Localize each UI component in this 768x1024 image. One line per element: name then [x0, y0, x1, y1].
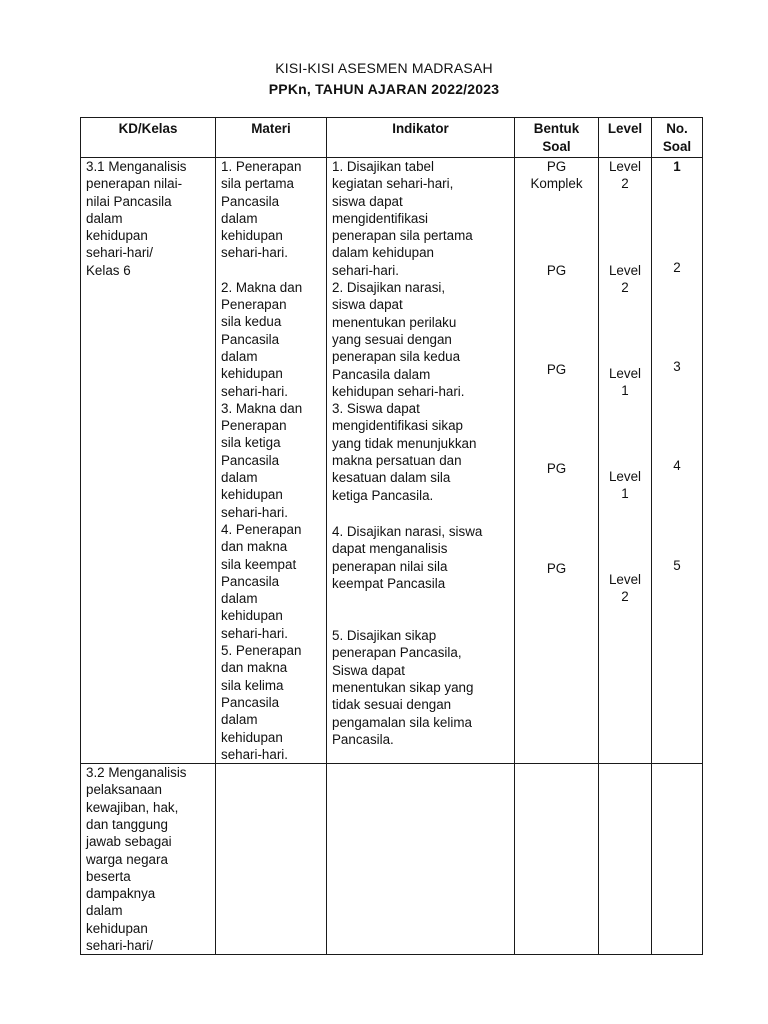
header-kd: KD/Kelas: [81, 118, 216, 158]
bentuk-soal-value: PG: [546, 461, 567, 476]
no-soal-cell: [652, 158, 703, 764]
no-soal-value: 1: [673, 159, 681, 174]
kd-cell: [81, 158, 216, 764]
indikator-item: 3. Siswa dapat mengidentifikasi sikap yang tidak menunjukkan makna persatuan dan kesatuan dalam sila ketiga Pancasila.: [332, 401, 477, 503]
no-soal-cell: [652, 764, 703, 955]
materi-item: 2. Makna dan Penerapan sila kedua Pancasila dalam kehidupan sehari-hari.: [221, 279, 303, 399]
indikator-item: 2. Disajikan narasi, siswa dapat menentukan perilaku yang sesuai dengan penerapan sila kedua Pancasila dalam kehidupan sehari-hari.: [332, 280, 465, 399]
level-value: Level 1: [608, 366, 641, 399]
kisi-kisi-table: [80, 117, 703, 955]
no-soal-value: 5: [673, 558, 681, 573]
header-bentuk-soal: Bentuk Soal: [515, 118, 599, 158]
kd-text: 3.1 Menganalisis penerapan nilai- nilai Pancasila dalam kehidupan sehari-hari/ Kelas 6: [86, 159, 187, 278]
materi-item: 5. Penerapan dan makna sila kelima Pancasila dalam kehidupan sehari-hari.: [221, 643, 302, 762]
header-level: Level: [599, 118, 652, 158]
no-soal-value: 3: [673, 359, 681, 374]
level-cell: [599, 764, 652, 955]
table-row: [81, 764, 703, 955]
indikator-item: 4. Disajikan narasi, siswa dapat menganalisis penerapan nilai sila keempat Pancasila: [332, 523, 483, 591]
indikator-cell: [327, 764, 515, 955]
bentuk-soal-value: PG: [546, 561, 567, 576]
materi-cell: [216, 158, 327, 764]
level-value: Level 2: [608, 159, 641, 192]
table-row: [81, 158, 703, 764]
level-value: Level 2: [608, 263, 641, 296]
bentuk-soal-value: PG: [546, 263, 567, 278]
no-soal-value: 4: [673, 458, 681, 473]
document-title: KISI-KISI ASESMEN MADRASAH: [275, 60, 493, 76]
kd-cell: [81, 764, 216, 955]
bentuk-soal-value: PG: [546, 362, 567, 377]
no-soal-value: 2: [673, 260, 681, 275]
indikator-item: 5. Disajikan sikap penerapan Pancasila, Siswa dapat menentukan sikap yang tidak sesuai dengan pengamalan sila kelima Pancasila.: [332, 628, 474, 747]
header-indikator: Indikator: [327, 118, 515, 158]
level-value: Level 2: [608, 572, 641, 605]
kd-text: 3.2 Menganalisis pelaksanaan kewajiban, hak, dan tanggung jawab sebagai warga negara beserta dampaknya dalam kehidupan sehari-hari/: [86, 765, 187, 954]
table-header-row: [81, 118, 703, 158]
indikator-cell: [327, 158, 515, 764]
materi-item: 3. Makna dan Penerapan sila ketiga Pancasila dalam kehidupan sehari-hari.: [221, 400, 303, 520]
materi-item: 4. Penerapan dan makna sila keempat Pancasila dalam kehidupan sehari-hari.: [221, 521, 302, 641]
header-materi: Materi: [216, 118, 327, 158]
bentuk-soal-cell: [515, 764, 599, 955]
document-subtitle: PPKn, TAHUN AJARAN 2022/2023: [268, 81, 500, 97]
level-cell: [599, 158, 652, 764]
materi-item: 1. Penerapan sila pertama Pancasila dalam kehidupan sehari-hari.: [221, 159, 302, 261]
header-no-soal: No. Soal: [652, 118, 703, 158]
bentuk-soal-cell: [515, 158, 599, 764]
indikator-item: 1. Disajikan tabel kegiatan sehari-hari, siswa dapat mengidentifikasi penerapan sila pertama dalam kehidupan sehari-hari.: [332, 159, 473, 278]
level-value: Level 1: [608, 469, 641, 502]
materi-cell: [216, 764, 327, 955]
bentuk-soal-value: PG Komplek: [530, 159, 583, 192]
